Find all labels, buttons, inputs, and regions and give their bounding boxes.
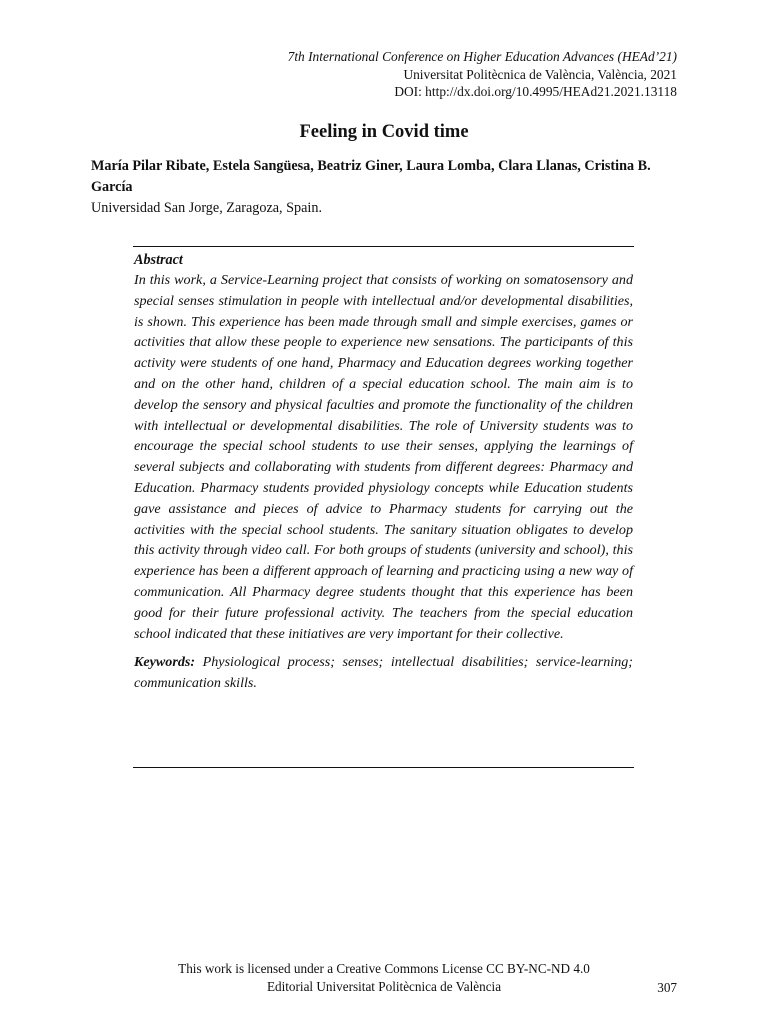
author-list: María Pilar Ribate, Estela Sangüesa, Beatriz Giner, Laura Lomba, Clara Llanas, Cristina B. García (91, 158, 651, 195)
doi-link[interactable]: DOI: http://dx.doi.org/10.4995/HEAd21.2021.13118 (394, 84, 677, 99)
publisher-text: Editorial Universitat Politècnica de València (266, 978, 502, 994)
abstract-text: In this work, a Service-Learning project that consists of working on somatosensory and special senses stimulation in people with intellectual and/or developmental disabilities, is shown. This experience has been made through small and simple exercises, games or activities that allow these people to experience new sensations. The participants of this activity were students of one hand, Pharmacy and Education degrees working together and on the other hand, children of a special education school. The main aim is to develop the sensory and physical faculties and promote the functionality of the children with intellectual or developmental disabilities. The role of University students was to encourage the special school students to use their senses, applying the learnings of several subjects and collaborating with students from different degrees: Pharmacy and Education. Pharmacy students provided physiology concepts while Education students gave assistance and pieces of advice to Pharmacy students for carrying out the activities with the special school students. The sanitary situation obligates to develop this activity through video call. For both groups of students (university and school), this experience has been a different approach of learning and practicing using a new way of communication. All Pharmacy degree students thought that this experience has been good for their future professional activity. The teachers from the special education school indicated that these initiatives are very important for their collective. (134, 272, 633, 642)
affiliation: Universidad San Jorge, Zaragoza, Spain. (91, 200, 323, 216)
keywords-text: Physiological process; senses; intellectual disabilities; service-learning; communication skills. (134, 654, 633, 692)
keywords-label: Keywords: (134, 654, 196, 671)
page-number: 307 (657, 980, 677, 995)
license-text: This work is licensed under a Creative Commons License CC BY-NC-ND 4.0 (178, 961, 590, 976)
conference-name: 7th International Conference on Higher Education Advances (HEAd’21) (287, 49, 677, 64)
page-footer (0, 960, 768, 995)
abstract-section (133, 246, 634, 768)
keywords (134, 652, 633, 694)
running-header (288, 48, 677, 101)
conference-location: Universitat Politècnica de València, València, 2021 (403, 66, 677, 82)
paper-title: Feeling in Covid time (299, 122, 469, 142)
abstract-heading: Abstract (134, 252, 183, 268)
